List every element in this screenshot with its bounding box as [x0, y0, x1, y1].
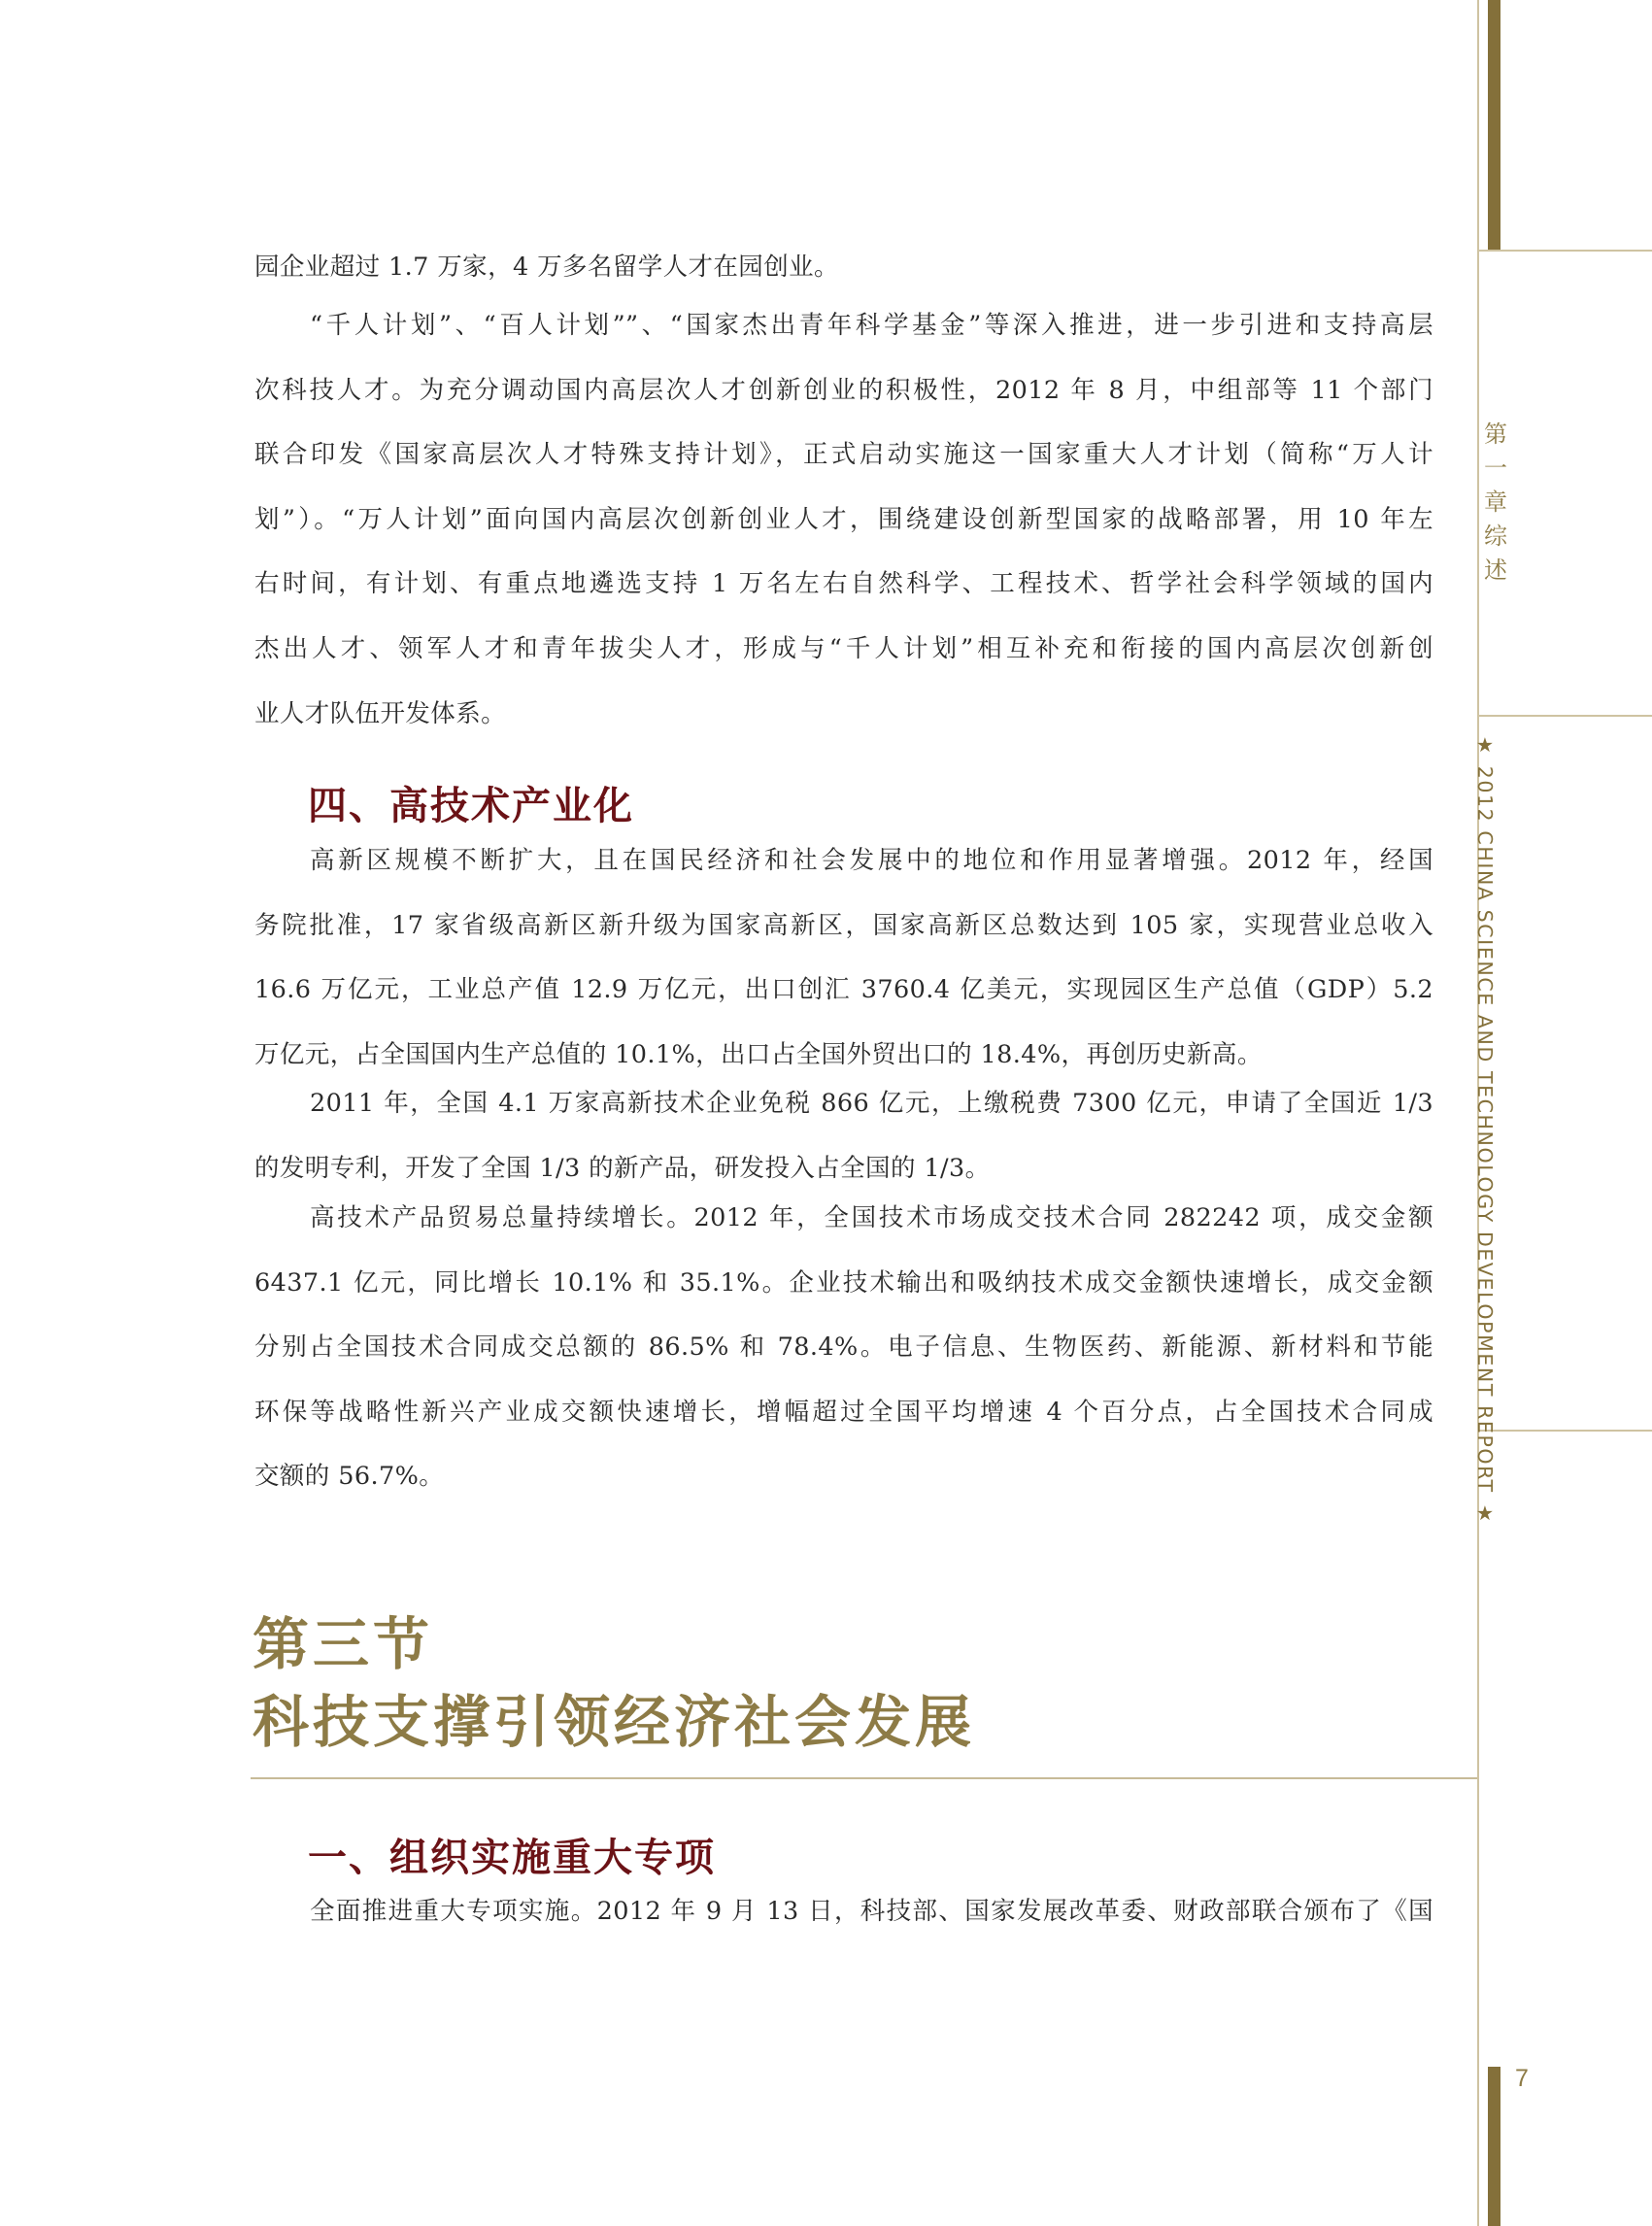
section-title-number: 第三节	[253, 1611, 434, 1677]
paragraph-tech-trade	[254, 1186, 1433, 1509]
text-line: 万亿元，占全国国内生产总值的 10.1%，出口占全国外贸出口的 18.4%，再创历史新高。	[254, 1039, 1263, 1069]
chapter-char: 章	[1484, 489, 1507, 516]
text-line: 园企业超过 1.7 万家，4 万多名留学人才在园创业。	[254, 253, 839, 282]
text-line: 划”）。“万人计划”面向国内高层次创新创业人才，围绕建设创新型国家的战略部署，用 10 年左	[254, 504, 1433, 534]
paragraph-high-tech-enterprises	[254, 1071, 1433, 1200]
text-line: 右时间，有计划、有重点地遴选支持 1 万名左右自然科学、工程技术、哲学社会科学领域的国内	[254, 569, 1433, 599]
section-title-text: 科技支撑引领经济社会发展	[253, 1689, 976, 1755]
text-line: 高技术产品贸易总量持续增长。2012 年，全国技术市场成交技术合同 282242 项，成交金额	[310, 1203, 1433, 1232]
paragraph-major-projects	[254, 1879, 1433, 1944]
text-line: 次科技人才。为充分调动国内高层次人才创新创业的积极性，2012 年 8 月，中组部等 11 个部门	[254, 375, 1433, 405]
chapter-char: 第	[1484, 421, 1507, 448]
report-vertical-title: ★ 2012 CHINA SCIENCE AND TECHNOLOGY DEVELOPMENT REPORT ★	[1473, 733, 1497, 1527]
text-line: 杰出人才、领军人才和青年拔尖人才，形成与“千人计划”相互补充和衔接的国内高层次创新创	[254, 633, 1433, 663]
text-line: 交额的 56.7%。	[254, 1462, 445, 1492]
text-line: 联合印发《国家高层次人才特殊支持计划》，正式启动实施这一国家重大人才计划（简称“万人计	[254, 440, 1433, 470]
text-line: 分别占全国技术合同成交总额的 86.5% 和 78.4%。电子信息、生物医药、新能源、新材料和节能	[254, 1332, 1433, 1363]
text-line: 全面推进重大专项实施。2012 年 9 月 13 日，科技部、国家发展改革委、财政部联合颁布了《国	[310, 1897, 1433, 1926]
section-divider	[251, 1777, 1477, 1779]
paragraph-park-enterprises	[254, 235, 1433, 300]
text-line: 高新区规模不断扩大，且在国民经济和社会发展中的地位和作用显著增强。2012 年，经国	[310, 846, 1433, 875]
heading-major-projects: 一、组织实施重大专项	[308, 1835, 716, 1880]
text-line: “千人计划”、“百人计划””、“国家杰出青年科学基金”等深入推进，进一步引进和支持高层	[310, 311, 1433, 340]
text-line: 业人才队伍开发体系。	[254, 698, 507, 728]
text-line: 务院批准，17 家省级高新区新升级为国家高新区，国家高新区总数达到 105 家，实现营业总收入	[254, 910, 1433, 940]
text-line: 6437.1 亿元，同比增长 10.1% 和 35.1%。企业技术输出和吸纳技术成交金额快速增长，成交金额	[254, 1267, 1433, 1298]
text-line: 环保等战略性新兴产业成交额快速增长，增幅超过全国平均增速 4 个百分点，占全国技术合同成	[254, 1397, 1433, 1427]
heading-high-tech-industrialization: 四、高技术产业化	[308, 783, 634, 828]
text-line: 16.6 万亿元，工业总产值 12.9 万亿元，出口创汇 3760.4 亿美元，实现园区生产总值（GDP）5.2	[254, 975, 1433, 1005]
text-line: 的发明专利，开发了全国 1/3 的新产品，研发投入占全国的 1/3。	[254, 1153, 991, 1183]
chapter-char: 述	[1484, 556, 1507, 584]
paragraph-high-tech-zones	[254, 828, 1433, 1087]
text-line: 2011 年，全国 4.1 万家高新技术企业免税 866 亿元，上缴税费 7300 亿元，申请了全国近 1/3	[310, 1089, 1433, 1118]
paragraph-talent-plans	[254, 293, 1433, 746]
chapter-char: 一	[1484, 455, 1507, 482]
page-number: 7	[1515, 2065, 1529, 2092]
chapter-char: 综	[1484, 523, 1507, 550]
